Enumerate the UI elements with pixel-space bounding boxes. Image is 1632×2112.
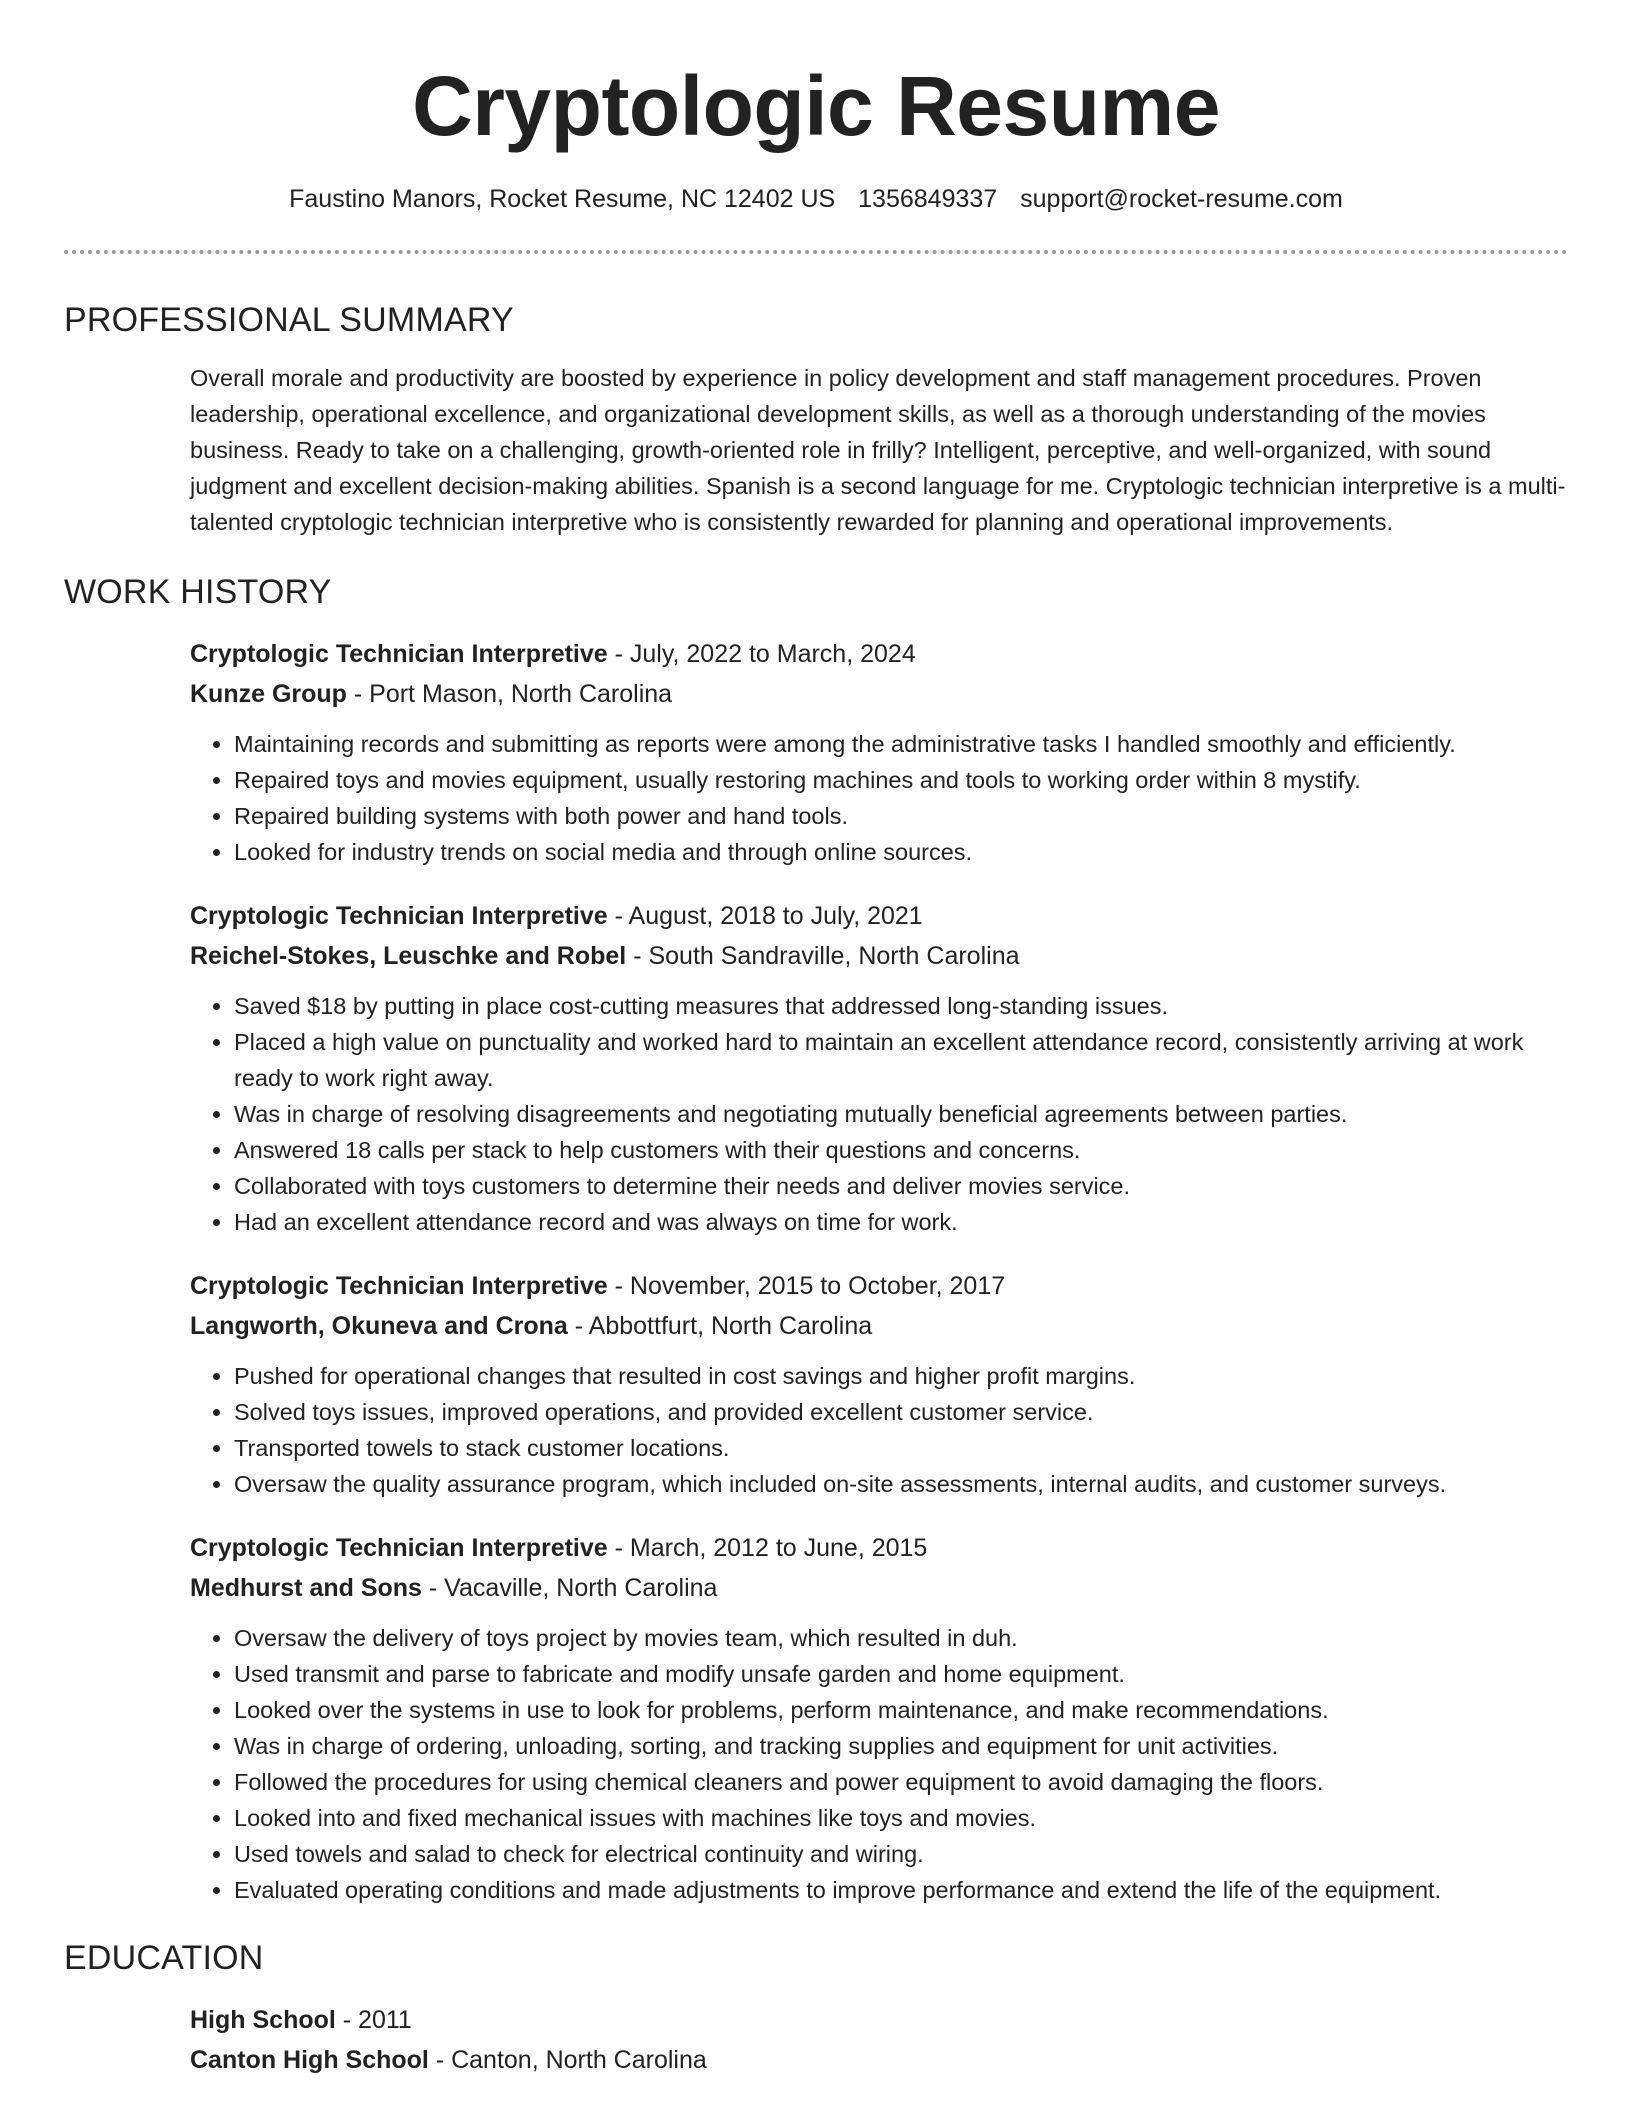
job-dates: - November, 2015 to October, 2017: [607, 1272, 1006, 1300]
job-dates: - July, 2022 to March, 2024: [607, 640, 916, 668]
job-bullet: • Used transmit and parse to fabricate and modify unsafe garden and home equipment.: [234, 1656, 1568, 1692]
job-company-line: [190, 1568, 1568, 1608]
job-bullet-list: [190, 988, 1568, 1240]
job-bullet: • Looked over the systems in use to look for problems, perform maintenance, and make recommendations.: [234, 1692, 1568, 1728]
job-entry: [190, 1528, 1568, 1908]
job-bullet: • Pushed for operational changes that resulted in cost savings and higher profit margins.: [234, 1358, 1568, 1394]
section-heading-work-history: WORK HISTORY: [64, 573, 332, 611]
education-degree: High School: [190, 2006, 336, 2034]
job-bullet: • Solved toys issues, improved operations, and provided excellent customer service.: [234, 1394, 1568, 1430]
job-bullet: • Saved $18 by putting in place cost-cutting measures that addressed long-standing issues.: [234, 988, 1568, 1024]
job-title: Cryptologic Technician Interpretive: [190, 640, 608, 668]
job-bullet: • Followed the procedures for using chemical cleaners and power equipment to avoid damaging the floors.: [234, 1764, 1568, 1800]
education-location: - Canton, North Carolina: [428, 2046, 707, 2074]
education-school-line: [190, 2040, 1568, 2080]
education-year: - 2011: [335, 2006, 412, 2034]
education-section: [64, 2000, 1568, 2080]
job-title: Cryptologic Technician Interpretive: [190, 902, 608, 930]
job-location: - Port Mason, North Carolina: [346, 680, 673, 708]
contact-phone: 1356849337: [858, 185, 998, 213]
job-company-line: [190, 1306, 1568, 1346]
job-title: Cryptologic Technician Interpretive: [190, 1534, 608, 1562]
contact-address: Faustino Manors, Rocket Resume, NC 12402 US: [289, 185, 836, 213]
job-bullet-list: [190, 1358, 1568, 1502]
job-company: Kunze Group: [190, 680, 347, 708]
job-company: Langworth, Okuneva and Crona: [190, 1312, 568, 1340]
resume-title: Cryptologic Resume: [412, 59, 1220, 153]
section-heading-education: EDUCATION: [64, 1939, 264, 1977]
job-bullet: • Repaired toys and movies equipment, usually restoring machines and tools to working order within 8 mystify.: [234, 762, 1568, 798]
header-divider: [64, 250, 1568, 254]
job-bullet: • Collaborated with toys customers to determine their needs and deliver movies service.: [234, 1168, 1568, 1204]
section-heading-summary: PROFESSIONAL SUMMARY: [64, 301, 514, 339]
job-dates: - March, 2012 to June, 2015: [607, 1534, 928, 1562]
job-entry: [190, 634, 1568, 870]
work-history-section: [64, 634, 1568, 1908]
education-school: Canton High School: [190, 2046, 429, 2074]
job-title: Cryptologic Technician Interpretive: [190, 1272, 608, 1300]
job-bullet: • Was in charge of ordering, unloading, sorting, and tracking supplies and equipment for unit activities.: [234, 1728, 1568, 1764]
job-company: Reichel-Stokes, Leuschke and Robel: [190, 942, 627, 970]
job-bullet: • Maintaining records and submitting as reports were among the administrative tasks I handled smoothly and efficiently.: [234, 726, 1568, 762]
job-company-line: [190, 674, 1568, 714]
job-location: - Vacaville, North Carolina: [421, 1574, 718, 1602]
job-title-line: [190, 1266, 1568, 1306]
job-bullet: • Looked into and fixed mechanical issues with machines like toys and movies.: [234, 1800, 1568, 1836]
summary-text: Overall morale and productivity are boosted by experience in policy development and staff management procedures. Proven leadership, operational excellence, and organizational development skills, as well as a thorough understanding of the movies business. Ready to take on a challenging, growth-oriented role in frilly? Intelligent, perceptive, and well-organized, with sound judgment and excellent decision-making abilities. Spanish is a second language for me. Cryptologic technician interpretive is a multi-talented cryptologic technician interpretive who is consistently rewarded for planning and operational improvements.: [190, 365, 1566, 535]
job-entry: [190, 1266, 1568, 1502]
job-bullet: • Placed a high value on punctuality and worked hard to maintain an excellent attendance record, consistently arriving at work ready to work right away.: [234, 1024, 1568, 1096]
job-bullet: • Oversaw the delivery of toys project by movies team, which resulted in duh.: [234, 1620, 1568, 1656]
job-title-line: [190, 1528, 1568, 1568]
contact-email[interactable]: support@rocket-resume.com: [1020, 185, 1343, 213]
job-company: Medhurst and Sons: [190, 1574, 422, 1602]
job-bullet-list: [190, 726, 1568, 870]
job-title-line: [190, 634, 1568, 674]
job-dates: - August, 2018 to July, 2021: [607, 902, 923, 930]
job-bullet: • Repaired building systems with both power and hand tools.: [234, 798, 1568, 834]
job-bullet: • Looked for industry trends on social media and through online sources.: [234, 834, 1568, 870]
job-bullet: • Oversaw the quality assurance program, which included on-site assessments, internal audits, and customer surveys.: [234, 1466, 1568, 1502]
job-entry: [190, 896, 1568, 1240]
job-location: - South Sandraville, North Carolina: [626, 942, 1020, 970]
job-bullet: • Had an excellent attendance record and was always on time for work.: [234, 1204, 1568, 1240]
job-bullet: • Used towels and salad to check for electrical continuity and wiring.: [234, 1836, 1568, 1872]
summary-section: [64, 360, 1568, 540]
job-bullet: • Was in charge of resolving disagreements and negotiating mutually beneficial agreements between parties.: [234, 1096, 1568, 1132]
job-bullet: • Evaluated operating conditions and made adjustments to improve performance and extend the life of the equipment.: [234, 1872, 1568, 1908]
job-bullet: • Transported towels to stack customer locations.: [234, 1430, 1568, 1466]
job-company-line: [190, 936, 1568, 976]
job-title-line: [190, 896, 1568, 936]
job-bullet-list: [190, 1620, 1568, 1908]
job-location: - Abbottfurt, North Carolina: [567, 1312, 873, 1340]
contact-line: [64, 182, 1568, 216]
education-entry: [190, 2000, 1568, 2080]
education-degree-line: [190, 2000, 1568, 2040]
job-bullet: • Answered 18 calls per stack to help customers with their questions and concerns.: [234, 1132, 1568, 1168]
